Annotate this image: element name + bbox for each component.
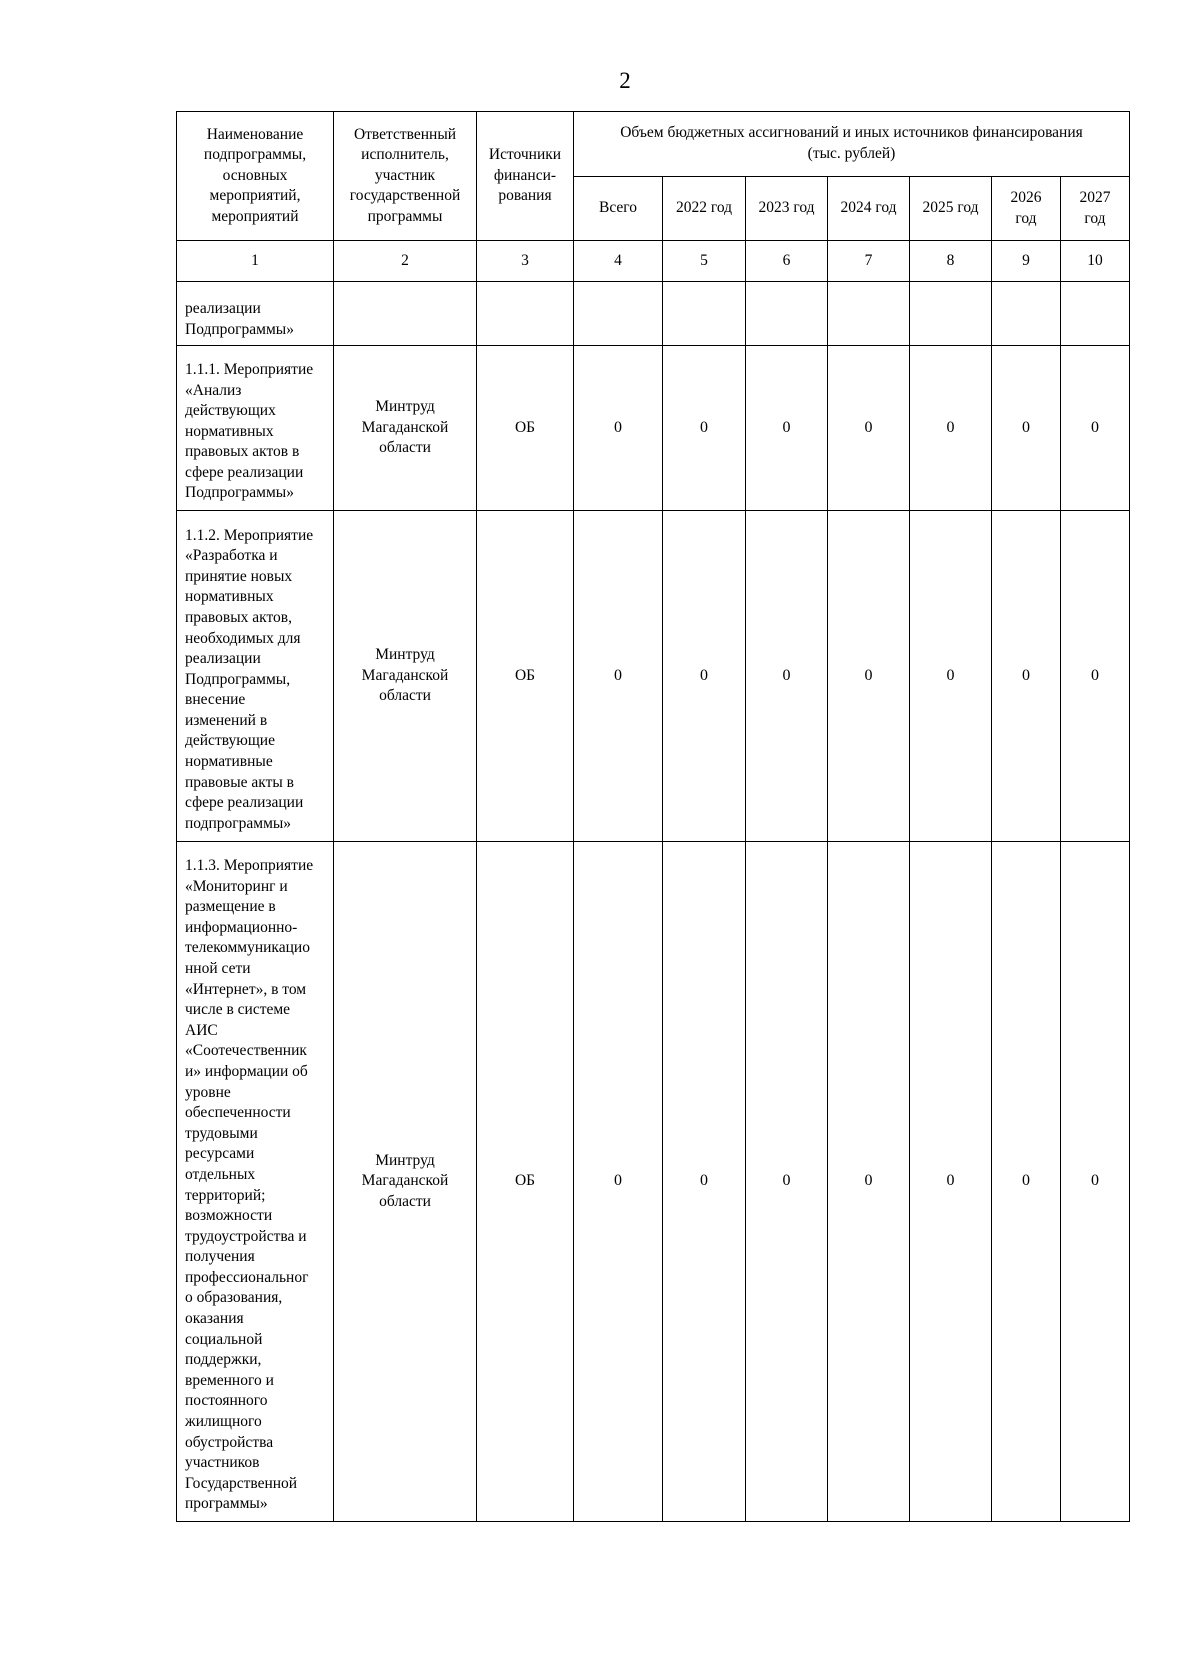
- column-number: 1: [177, 241, 334, 282]
- row-name: 1.1.2. Мероприятие «Разработка и принятие новых нормативных правовых актов, необходимых для реализации Подпрограммы, внесение изменений в действующие нормативные правовые акты в сфере реализации подпрограммы»: [177, 511, 334, 842]
- row-value: [1061, 282, 1130, 346]
- table-row: [177, 842, 1130, 1522]
- column-number: 10: [1061, 241, 1130, 282]
- column-number: 2: [334, 241, 477, 282]
- header-name: Наименование подпрограммы, основных мероприятий, мероприятий: [177, 112, 334, 241]
- column-number: 5: [663, 241, 746, 282]
- row-executor: Минтруд Магаданской области: [334, 346, 477, 511]
- row-value: 0: [663, 842, 746, 1522]
- table-row: [177, 511, 1130, 842]
- row-value: 0: [992, 511, 1061, 842]
- column-number-row: [177, 241, 1130, 282]
- header-total: Всего: [574, 177, 663, 241]
- row-source: [477, 282, 574, 346]
- column-number: 8: [910, 241, 992, 282]
- header-year: 2024 год: [828, 177, 910, 241]
- row-value: 0: [663, 346, 746, 511]
- table-row: [177, 282, 1130, 346]
- row-value: 0: [992, 842, 1061, 1522]
- header-year: 2023 год: [746, 177, 828, 241]
- row-value: [746, 282, 828, 346]
- row-value: 0: [828, 842, 910, 1522]
- row-source: ОБ: [477, 511, 574, 842]
- header-year: 2022 год: [663, 177, 746, 241]
- header-year: 2025 год: [910, 177, 992, 241]
- header-volume: Объем бюджетных ассигнований и иных источников финансирования (тыс. рублей): [574, 112, 1130, 177]
- row-value: [828, 282, 910, 346]
- column-number: 9: [992, 241, 1061, 282]
- row-value: 0: [992, 346, 1061, 511]
- row-value: 0: [574, 511, 663, 842]
- row-source: ОБ: [477, 842, 574, 1522]
- column-number: 7: [828, 241, 910, 282]
- row-value: [663, 282, 746, 346]
- row-source: ОБ: [477, 346, 574, 511]
- row-value: 0: [828, 346, 910, 511]
- row-value: 0: [746, 842, 828, 1522]
- row-value: 0: [663, 511, 746, 842]
- row-value: 0: [1061, 346, 1130, 511]
- row-value: 0: [1061, 511, 1130, 842]
- column-number: 3: [477, 241, 574, 282]
- page-number: 2: [619, 68, 631, 93]
- column-number: 6: [746, 241, 828, 282]
- header-executor: Ответственный исполнитель, участник государственной программы: [334, 112, 477, 241]
- row-value: [910, 282, 992, 346]
- column-number: 4: [574, 241, 663, 282]
- row-value: 0: [746, 346, 828, 511]
- row-value: 0: [910, 511, 992, 842]
- row-value: 0: [746, 511, 828, 842]
- row-value: 0: [828, 511, 910, 842]
- header-sources: Источники финанси- рования: [477, 112, 574, 241]
- row-value: 0: [910, 346, 992, 511]
- budget-table: [176, 111, 1130, 1522]
- row-executor: Минтруд Магаданской области: [334, 842, 477, 1522]
- row-value: 0: [574, 842, 663, 1522]
- row-name: 1.1.1. Мероприятие «Анализ действующих нормативных правовых актов в сфере реализации Подпрограммы»: [177, 346, 334, 511]
- header-year: 2026 год: [992, 177, 1061, 241]
- row-value: 0: [910, 842, 992, 1522]
- row-name: 1.1.3. Мероприятие «Мониторинг и размещение в информационно- телекоммуникацио нной сети «Интернет», в том числе в системе АИС «Соотечественник и» информации об уровне обеспеченности трудовыми ресурсами отдельных территорий; возможности трудоустройства и получения профессиональног о образования, оказания социальной поддержки, временного и постоянного жилищного обустройства участников Государственной программы»: [177, 842, 334, 1522]
- row-name: реализации Подпрограммы»: [177, 282, 334, 346]
- table-row: [177, 346, 1130, 511]
- row-value: [574, 282, 663, 346]
- row-value: [992, 282, 1061, 346]
- row-executor: Минтруд Магаданской области: [334, 511, 477, 842]
- row-value: 0: [1061, 842, 1130, 1522]
- row-executor: [334, 282, 477, 346]
- header-year: 2027 год: [1061, 177, 1130, 241]
- row-value: 0: [574, 346, 663, 511]
